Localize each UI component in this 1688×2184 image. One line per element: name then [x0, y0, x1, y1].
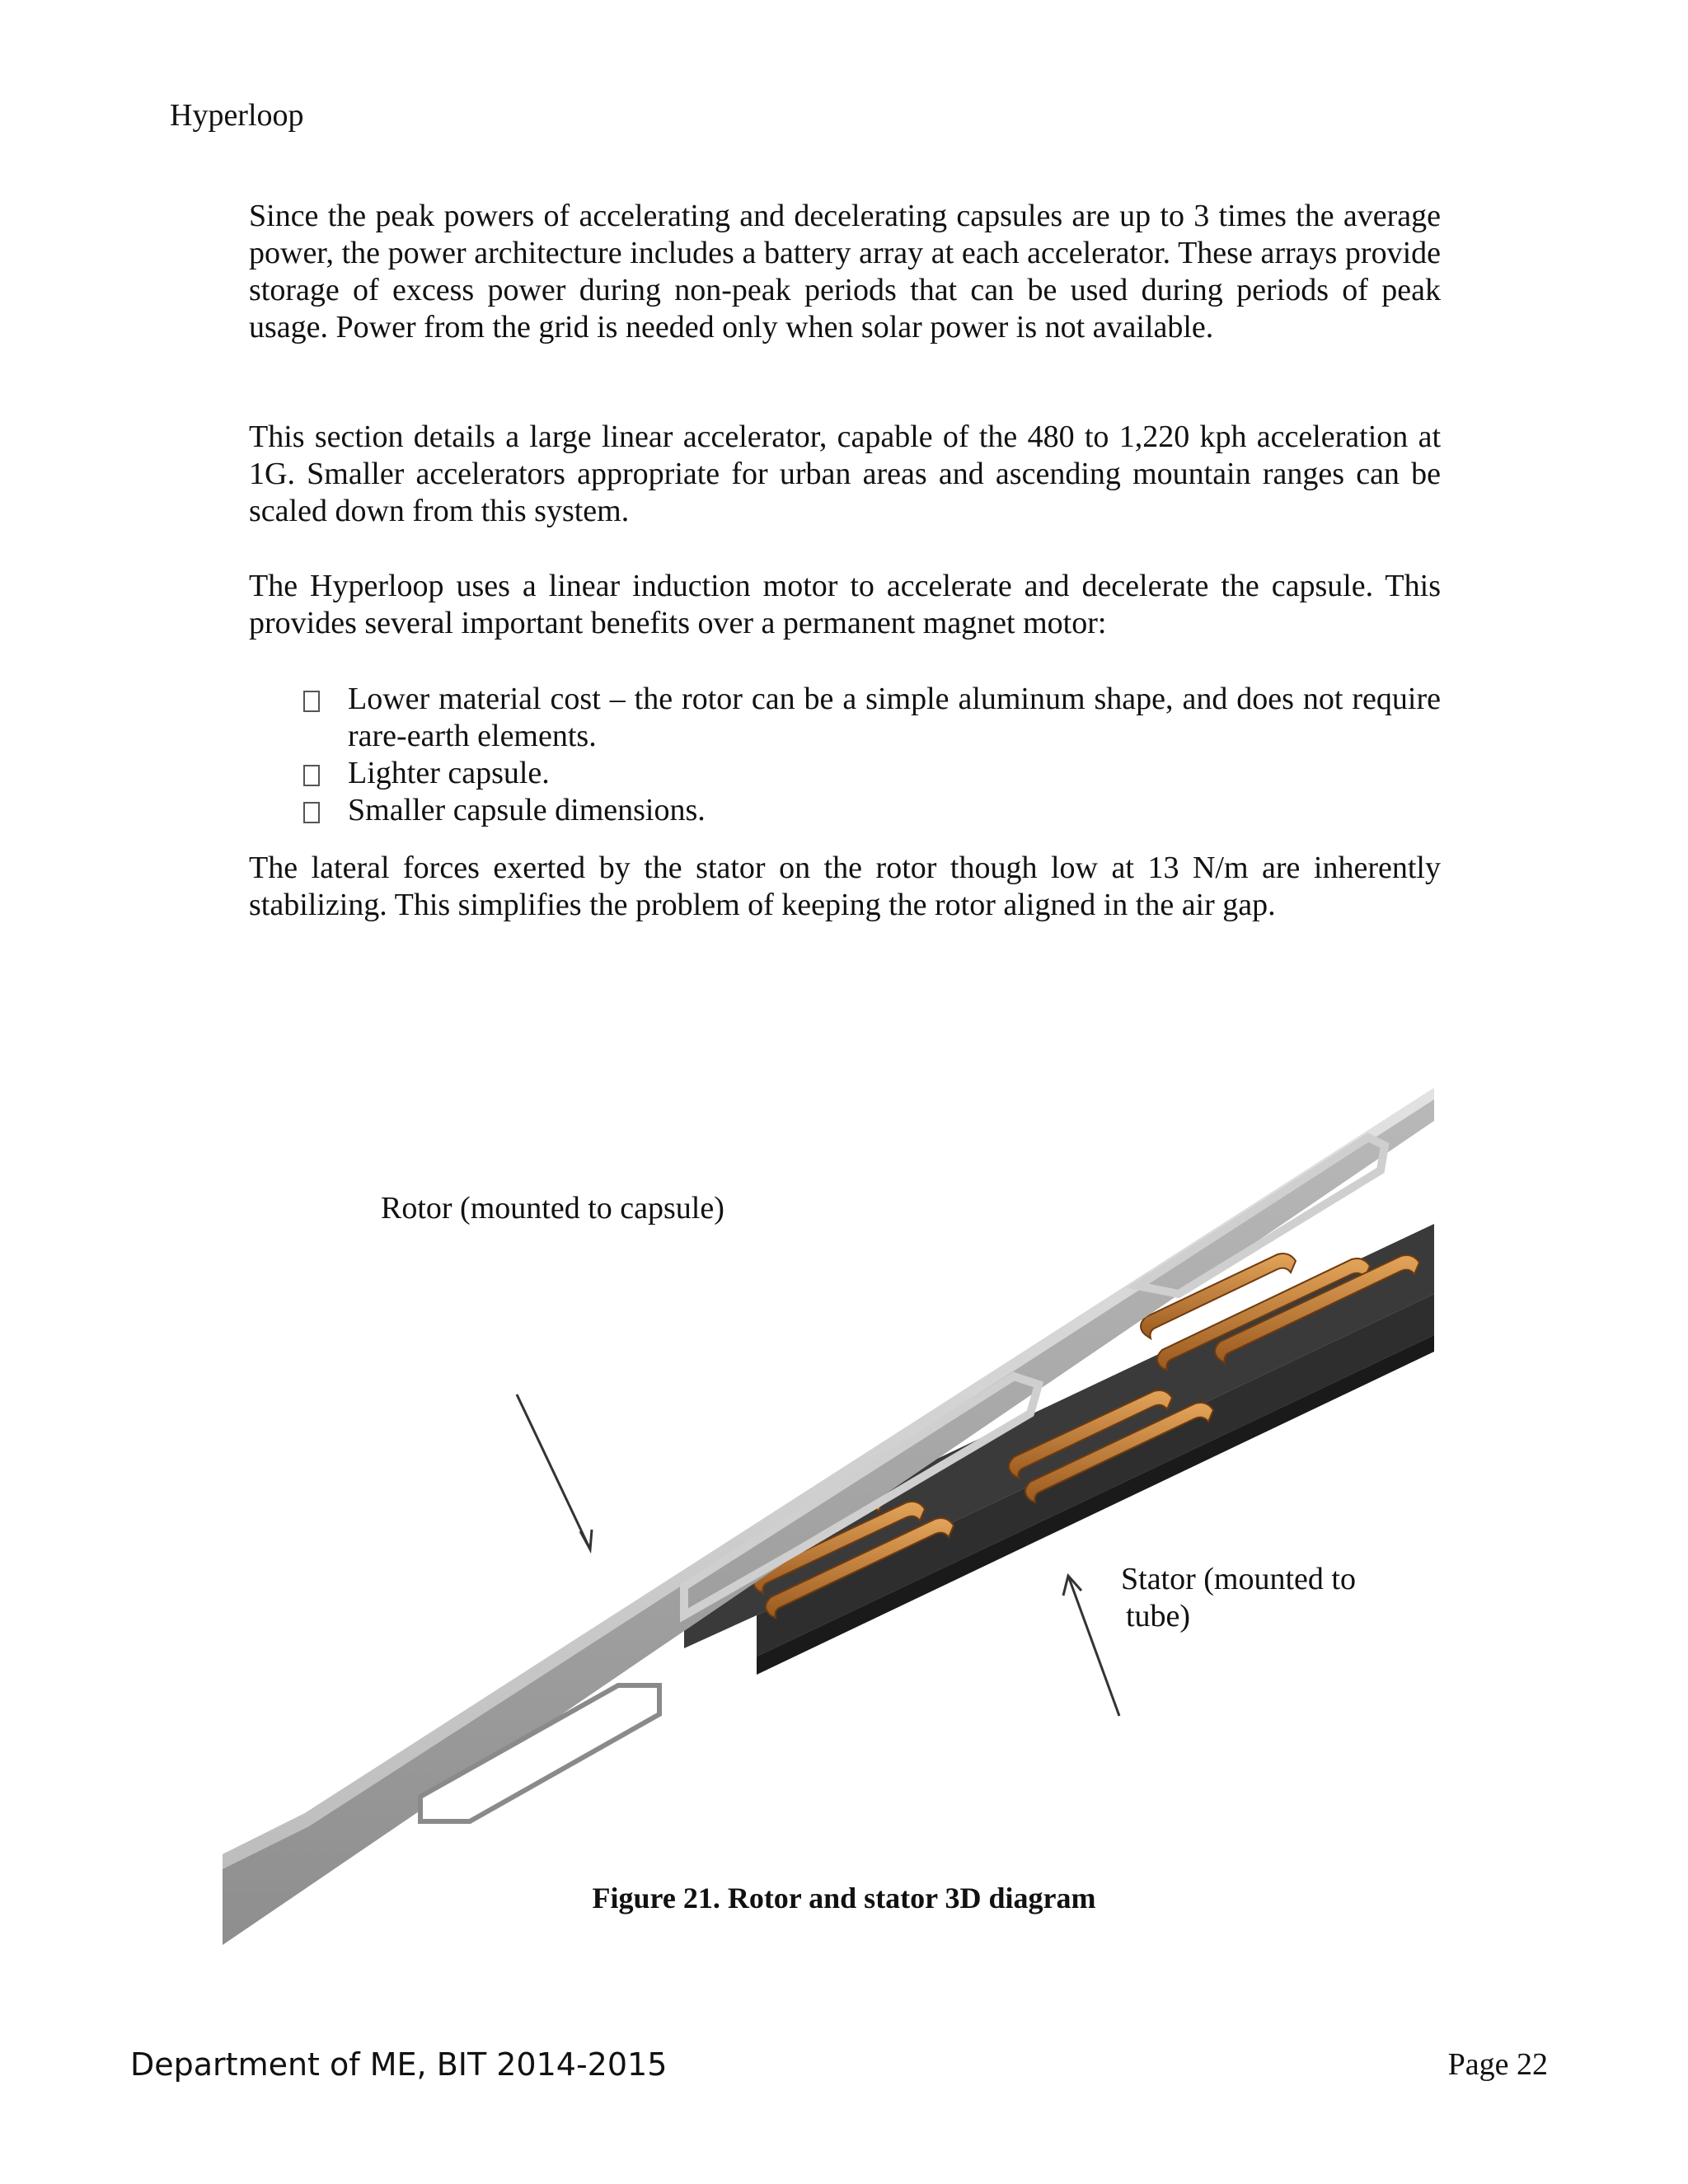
bullet-text: Smaller capsule dimensions.: [348, 793, 706, 827]
stator-label: [1121, 1561, 1356, 1635]
paragraph-power-architecture: Since the peak powers of accelerating and decelerating capsules are up to 3 times the average power, the power architecture includes a battery array at each accelerator. These arrays provide storage of excess power during non-peak periods that can be used during periods of peak usage. Power from the grid is needed only when solar power is not available.: [249, 199, 1441, 344]
paragraph-induction-motor: The Hyperloop uses a linear induction motor to accelerate and decelerate the capsule. This provides several important benefits over a permanent magnet motor:: [249, 569, 1441, 640]
bullet-text: Lighter capsule.: [348, 756, 550, 790]
benefits-list: [297, 681, 1441, 829]
paragraph-lateral-forces: The lateral forces exerted by the stator on the rotor though low at 13 N/m are inherently stabilizing. This simplifies the problem of keeping the rotor aligned in the air gap.: [249, 851, 1441, 922]
stator-label-line2: tube): [1126, 1599, 1191, 1633]
list-item: [297, 755, 1441, 792]
bullet-text: Lower material cost – the rotor can be a simple aluminum shape, and does not require rare-earth elements.: [348, 682, 1441, 753]
rotor-label: Rotor (mounted to capsule): [381, 1191, 724, 1226]
paragraph-linear-accelerator: This section details a large linear accelerator, capable of the 480 to 1,220 kph acceleration at 1G. Smaller accelerators appropriate for urban areas and ascending mountain ranges can be scaled down from this system.: [249, 419, 1441, 528]
bullet-box-icon: [303, 802, 320, 823]
bullet-box-icon: [303, 691, 320, 712]
footer-department: Department of ME, BIT 2014-2015: [130, 2046, 668, 2083]
figure-caption: Figure 21. Rotor and stator 3D diagram: [592, 1882, 1096, 1915]
bullet-box-icon: [303, 765, 320, 786]
stator-label-line1: Stator (mounted to: [1121, 1562, 1356, 1596]
list-item: [297, 681, 1441, 755]
running-header: Hyperloop: [170, 98, 304, 133]
list-item: [297, 792, 1441, 829]
footer-page-number: Page 22: [1447, 2047, 1548, 2082]
